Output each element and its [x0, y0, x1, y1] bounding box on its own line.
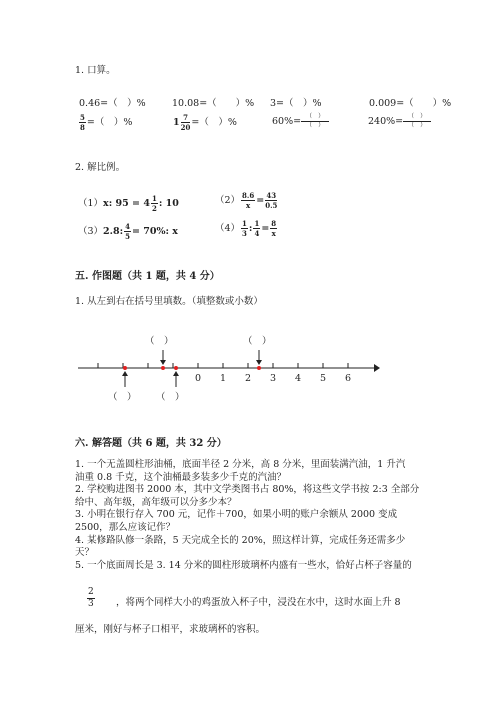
top-blank-2: （ ） — [243, 336, 272, 347]
text-line: 2500，那么应该记作？ — [75, 521, 176, 533]
axis-label-0: 0 — [195, 373, 202, 384]
section-five-question: 1. 从左到右在括号里填数。（填整数或小数） — [75, 296, 263, 307]
text-line: 天？ — [75, 547, 95, 559]
axis-label-5: 5 — [320, 373, 327, 384]
text-line: 5. 一个底面周长是 3. 14 分米的圆柱形玻璃杯内盛有一些水，恰好占杯子容量的 — [75, 559, 412, 571]
question-2-title: 2. 解比例。 — [75, 162, 126, 173]
fraction: $\frac{43}{0.5}$ — [265, 191, 278, 210]
text-line: 3. 小明在银行存入 700 元，记作＋700，如果小明的账户余额从 2000 变成 — [75, 509, 398, 521]
red-point — [123, 366, 127, 370]
text-line-after-fraction: ，将两个同样大小的鸡蛋放入杯子中，浸没在水中，这时水面上升 8 — [116, 597, 401, 608]
fraction: $\frac{7}{20}$ — [180, 113, 191, 132]
axis-label-2: 2 — [245, 373, 252, 384]
blank-fraction: $\frac{( )}{( )}$ — [403, 114, 431, 129]
fraction: $\frac{1}{2}$ — [151, 194, 157, 213]
red-point — [174, 366, 178, 370]
number-line — [0, 340, 500, 400]
text-line: 1. 一个无盖圆柱形油桶，底面半径 2 分米，高 8 分米，里面装满汽油，1 升汽 — [75, 459, 406, 470]
fraction: $\frac{1}{3}$ — [242, 219, 247, 238]
red-point — [257, 366, 261, 370]
mental-row1-item1: 0.46=（ ）% — [79, 98, 146, 109]
axis-label-4: 4 — [295, 373, 302, 384]
mental-row1-item3: 3=（ ）% — [270, 98, 322, 109]
axis-label-1: 1 — [220, 373, 227, 384]
proportion-4: （4） $\frac{1}{3}$ : $\frac{1}{4}$ = $\frac{8}{x}$ — [215, 219, 277, 238]
mental-row2-item1: $\frac{5}{8}$ =（ ）% — [80, 113, 133, 132]
mental-row2-item2: 1 $\frac{7}{20}$ =（ ）% — [173, 113, 237, 132]
red-point — [161, 366, 165, 370]
blank-fraction: $\frac{( )}{( )}$ — [301, 114, 329, 129]
question-1-title: 1. 口算。 — [75, 65, 116, 76]
section-five-heading: 五. 作图题（共 1 题，共 4 分） — [75, 271, 220, 282]
mental-row2-item3: 60%= $\frac{( )}{( )}$ — [272, 114, 329, 129]
fraction: $\frac{8}{x}$ — [271, 219, 277, 238]
proportion-1: （1）x: 95 = 4 $\frac{1}{2}$ : 10 — [78, 194, 179, 213]
axis-label-6: 6 — [345, 373, 352, 384]
bottom-blank-2: （ ） — [156, 392, 185, 403]
section-six-heading: 六. 解答题（共 6 题，共 32 分） — [75, 438, 227, 449]
fraction: $\frac{5}{8}$ — [80, 113, 85, 132]
fraction: $\frac{8.6}{x}$ — [242, 191, 255, 210]
proportion-3: （3）2.8: $\frac{4}{5}$ = 70%: x — [78, 222, 178, 241]
bottom-blank-1: （ ） — [108, 392, 137, 403]
text-line: 给中、高年级，高年级可以分多少本？ — [75, 496, 237, 508]
fraction: $\frac{1}{4}$ — [254, 219, 260, 238]
top-blank-1: （ ） — [145, 336, 174, 347]
arrow-head-icon — [374, 364, 380, 372]
text-line: 油重 0.8 千克，这个油桶最多装多少千克的汽油？ — [75, 471, 287, 483]
fraction: $\frac{4}{5}$ — [125, 222, 130, 241]
proportion-2: （2） $\frac{8.6}{x}$ = $\frac{43}{0.5}$ — [215, 191, 278, 210]
text-line: 2. 学校购进图书 2000 本，其中文学类图书占 80%，将这些文学书按 2:3 全部分 — [75, 484, 420, 496]
mental-row1-item4: 0.009=（ ）% — [369, 98, 452, 109]
fraction-two-thirds: $\frac{2}{3}$ — [88, 587, 94, 609]
axis-label-3: 3 — [270, 373, 277, 384]
section-six-body — [75, 459, 419, 572]
text-line-last: 厘米，刚好与杯子口相平，求玻璃杯的容积。 — [75, 624, 266, 635]
mental-row2-item4: 240%= $\frac{( )}{( )}$ — [368, 114, 431, 129]
mental-row1-item2: 10.08=（ ）% — [172, 98, 255, 109]
text-line: 4. 某修路队修一条路，5 天完成全长的 20%，照这样计算，完成任务还需多少 — [75, 534, 406, 546]
